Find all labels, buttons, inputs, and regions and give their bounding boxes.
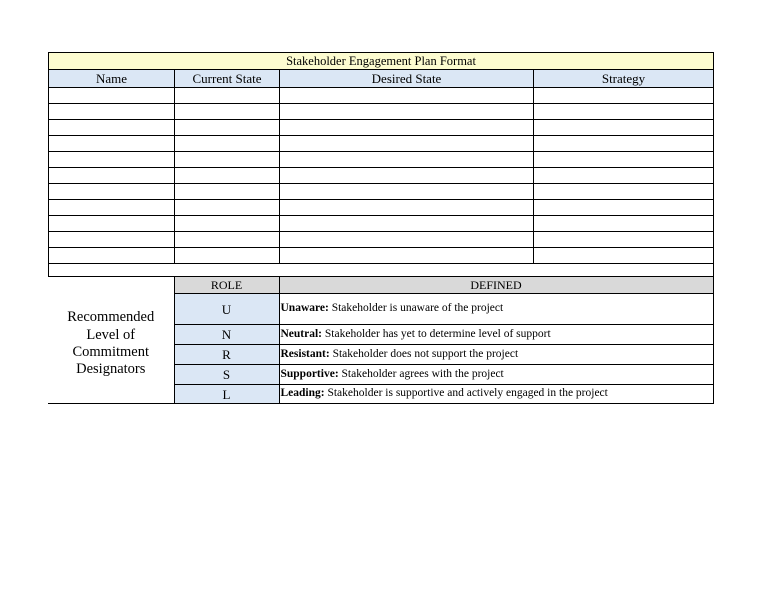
cell[interactable] — [175, 200, 280, 216]
cell[interactable] — [534, 248, 714, 264]
cell[interactable] — [280, 216, 534, 232]
table-title: Stakeholder Engagement Plan Format — [49, 53, 714, 70]
role-header: ROLE — [174, 277, 279, 294]
legend-bottom-rule — [48, 403, 174, 404]
cell[interactable] — [175, 184, 280, 200]
cell[interactable] — [49, 120, 175, 136]
cell[interactable] — [280, 184, 534, 200]
cell[interactable] — [534, 104, 714, 120]
table-row — [49, 104, 714, 120]
cell[interactable] — [280, 200, 534, 216]
cell[interactable] — [49, 104, 175, 120]
cell[interactable] — [280, 168, 534, 184]
role-definition: Neutral: Stakeholder has yet to determine level of support — [279, 325, 713, 345]
cell[interactable] — [534, 88, 714, 104]
cell[interactable] — [280, 136, 534, 152]
spacer-row — [49, 264, 714, 277]
column-header-desired-state: Desired State — [280, 70, 534, 88]
cell[interactable] — [49, 248, 175, 264]
cell[interactable] — [49, 136, 175, 152]
cell[interactable] — [175, 216, 280, 232]
cell[interactable] — [534, 120, 714, 136]
defined-header: DEFINED — [279, 277, 713, 294]
role-code: U — [174, 294, 279, 325]
cell[interactable] — [534, 184, 714, 200]
cell[interactable] — [534, 200, 714, 216]
cell[interactable] — [280, 248, 534, 264]
cell[interactable] — [175, 104, 280, 120]
role-definition: Leading: Stakeholder is supportive and actively engaged in the project — [279, 385, 713, 404]
cell[interactable] — [49, 216, 175, 232]
table-row — [49, 200, 714, 216]
table-row — [49, 184, 714, 200]
cell[interactable] — [49, 168, 175, 184]
table-row — [49, 136, 714, 152]
cell[interactable] — [280, 232, 534, 248]
role-definition: Resistant: Stakeholder does not support the project — [279, 345, 713, 365]
cell[interactable] — [280, 120, 534, 136]
cell[interactable] — [534, 168, 714, 184]
cell[interactable] — [175, 168, 280, 184]
table-row — [49, 168, 714, 184]
table-row — [49, 216, 714, 232]
cell[interactable] — [49, 88, 175, 104]
legend-label: Recommended Level of Commitment Designators — [67, 309, 155, 378]
table-row — [49, 248, 714, 264]
cell[interactable] — [534, 232, 714, 248]
cell[interactable] — [280, 88, 534, 104]
engagement-plan-sheet — [48, 52, 713, 404]
role-definition: Unaware: Stakeholder is unaware of the project — [279, 294, 713, 325]
cell[interactable] — [280, 152, 534, 168]
cell[interactable] — [175, 152, 280, 168]
role-code: L — [174, 385, 279, 404]
table-row — [49, 152, 714, 168]
cell[interactable] — [49, 152, 175, 168]
cell[interactable] — [534, 152, 714, 168]
table-row — [49, 232, 714, 248]
cell[interactable] — [175, 88, 280, 104]
role-code: R — [174, 345, 279, 365]
role-definition: Supportive: Stakeholder agrees with the project — [279, 365, 713, 385]
column-header-strategy: Strategy — [534, 70, 714, 88]
column-header-name: Name — [49, 70, 175, 88]
cell[interactable] — [49, 200, 175, 216]
role-code: S — [174, 365, 279, 385]
table-row — [49, 88, 714, 104]
table-row — [49, 120, 714, 136]
role-code: N — [174, 325, 279, 345]
cell[interactable] — [534, 136, 714, 152]
cell[interactable] — [175, 120, 280, 136]
engagement-plan-table — [48, 52, 714, 277]
cell[interactable] — [175, 248, 280, 264]
column-header-current-state: Current State — [175, 70, 280, 88]
cell[interactable] — [175, 232, 280, 248]
cell[interactable] — [280, 104, 534, 120]
cell[interactable] — [175, 136, 280, 152]
cell[interactable] — [49, 184, 175, 200]
commitment-legend-table — [48, 276, 714, 404]
cell[interactable] — [534, 216, 714, 232]
cell[interactable] — [49, 232, 175, 248]
